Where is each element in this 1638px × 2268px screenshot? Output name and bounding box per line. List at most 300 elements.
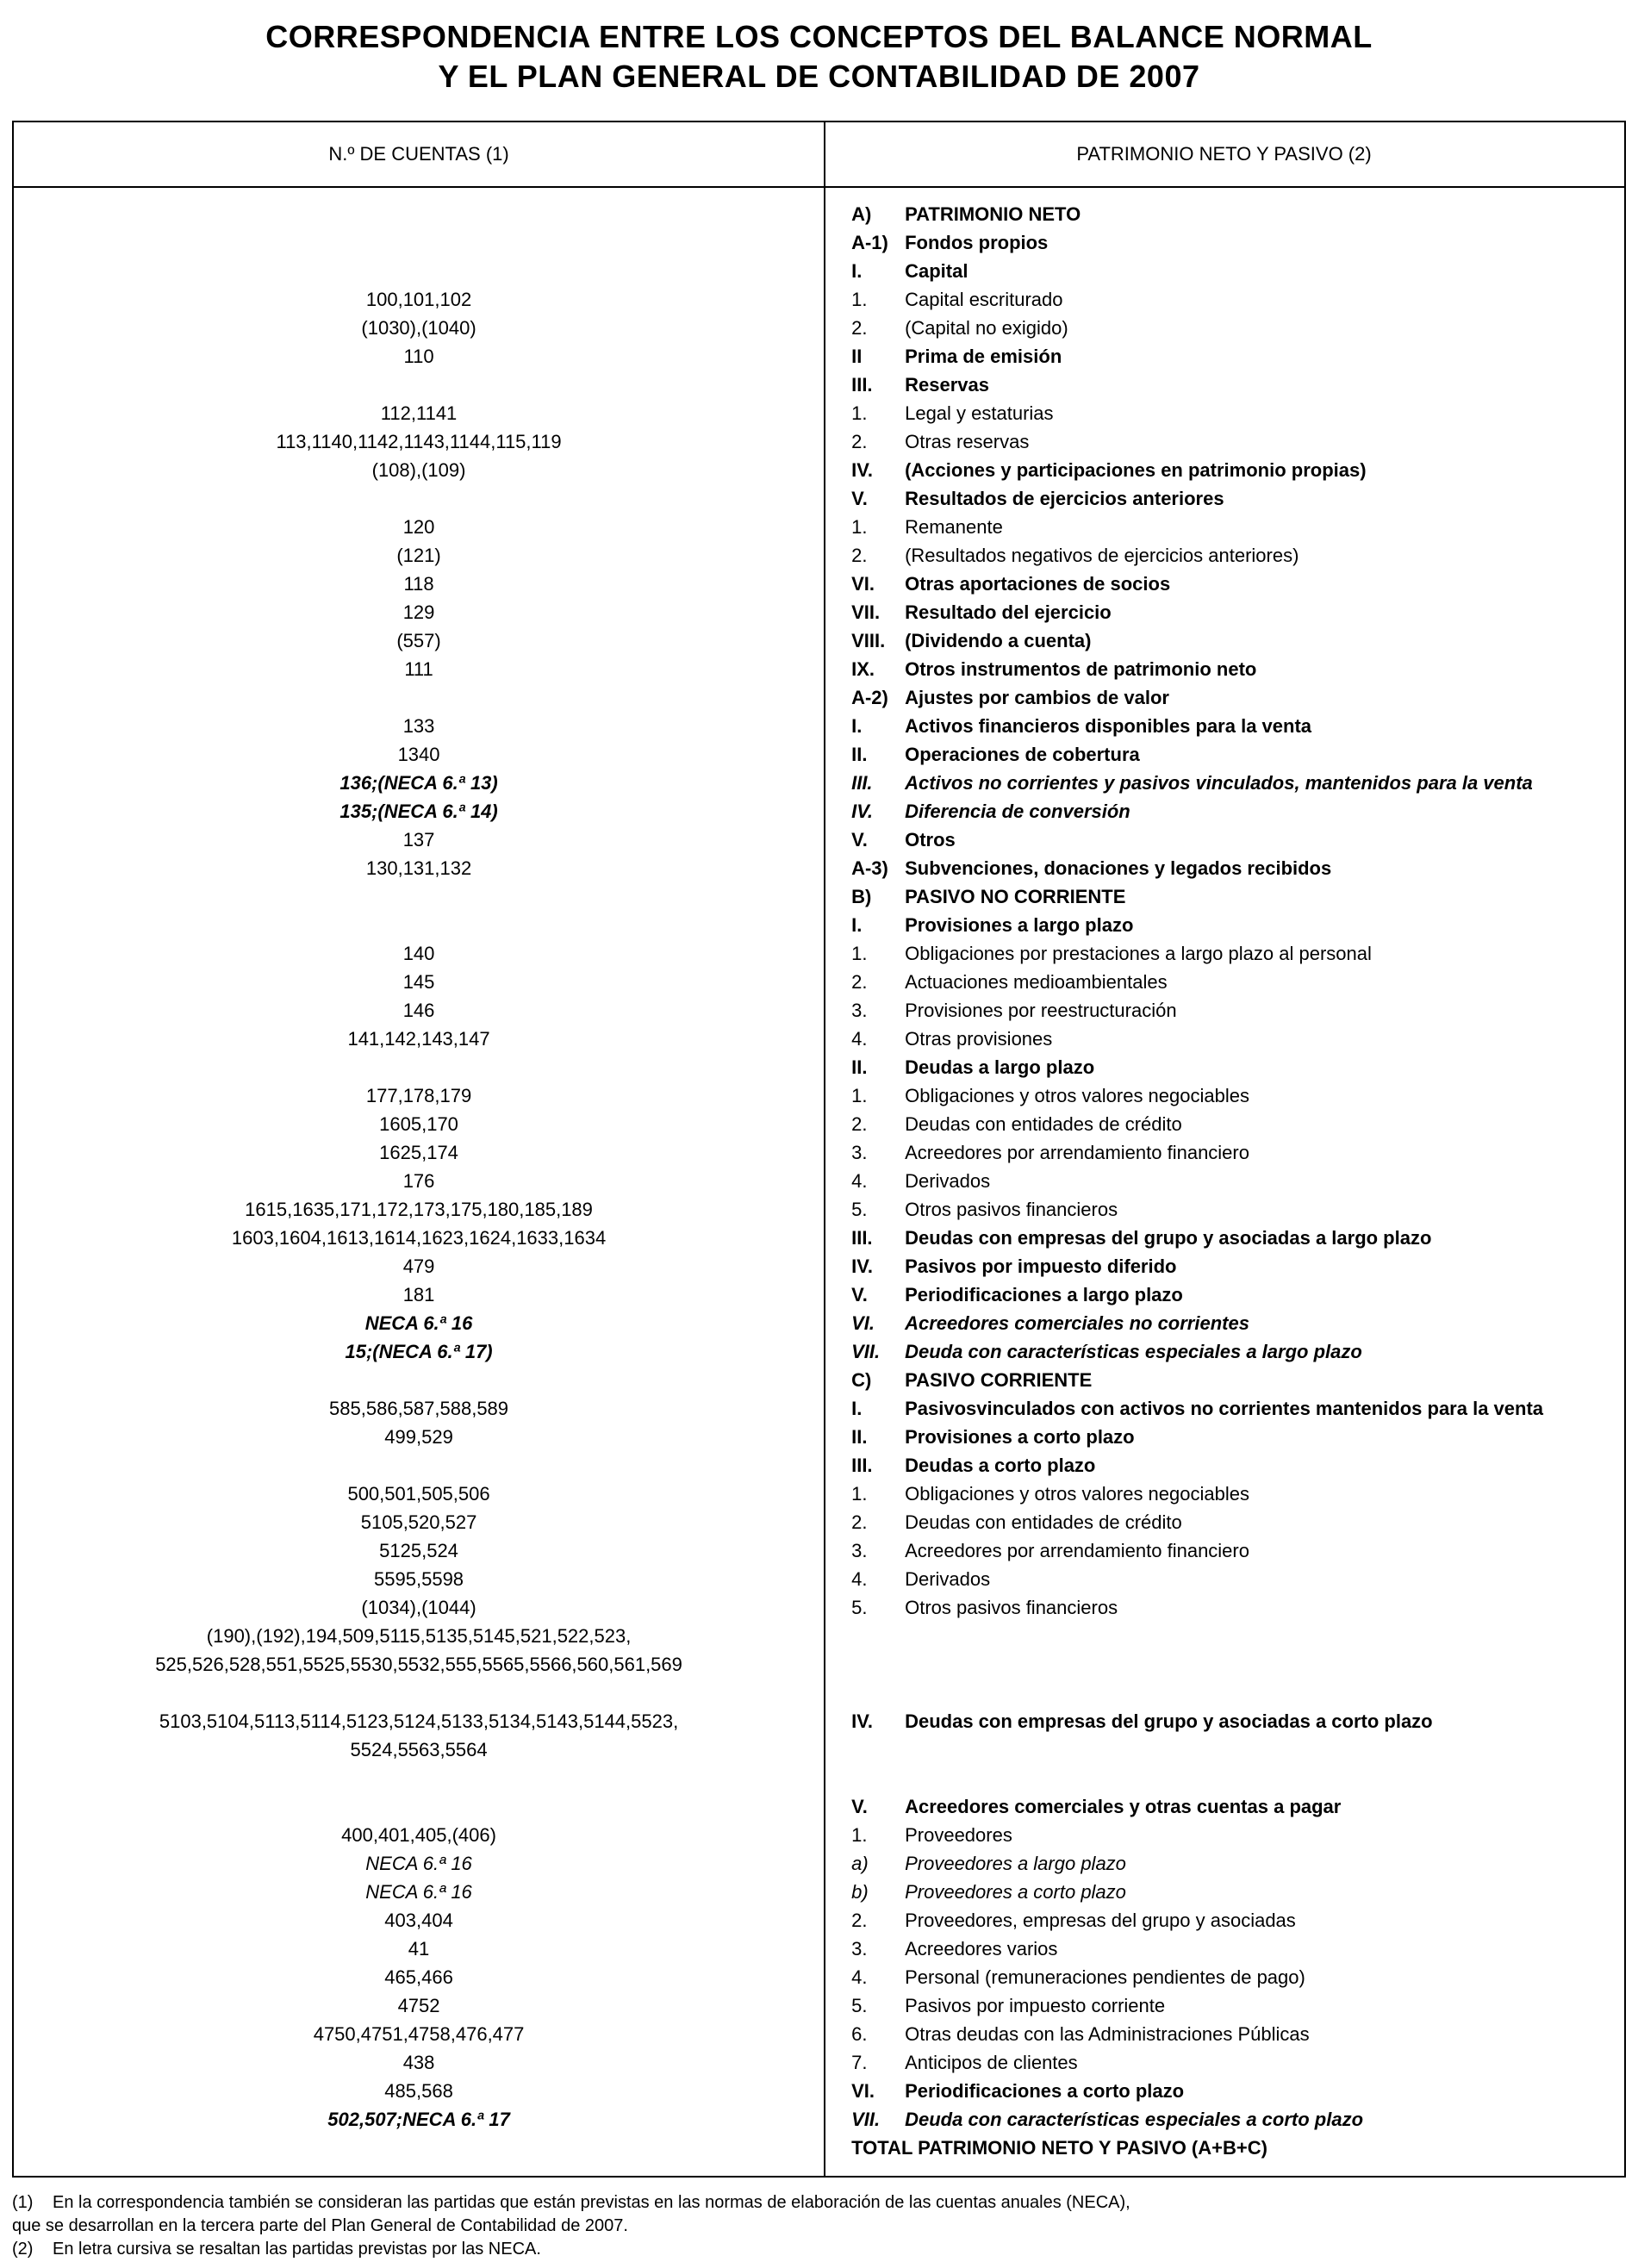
accounts-cell: 500,501,505,506 — [347, 1483, 490, 1505]
item-prefix: 2. — [851, 971, 868, 993]
table-row — [14, 1480, 1624, 1508]
table-row — [14, 1735, 1624, 1764]
accounts-cell: 146 — [402, 1000, 435, 1021]
table-row — [14, 1451, 1624, 1480]
table-row — [14, 1679, 1624, 1707]
table-row — [14, 854, 1624, 882]
item-prefix: IV. — [851, 459, 873, 481]
item-prefix: II. — [851, 1056, 868, 1078]
item-label: (Capital no exigido) — [905, 317, 1068, 339]
table-row — [14, 1935, 1624, 1963]
accounts-cell: 400,401,405,(406) — [341, 1824, 496, 1846]
item-prefix: V. — [851, 829, 868, 850]
item-label: Deuda con características especiales a corto plazo — [905, 2109, 1364, 2130]
item-prefix: I. — [851, 914, 863, 936]
item-cell — [824, 371, 1624, 399]
table-row — [14, 2105, 1624, 2134]
table-row — [14, 1565, 1624, 1593]
table-row — [14, 1423, 1624, 1451]
accounts-cell: 181 — [402, 1284, 435, 1305]
table-row — [14, 968, 1624, 996]
item-cell — [824, 513, 1624, 541]
item-label — [905, 1735, 1624, 1764]
accounts-cell: (190),(192),194,509,5115,5135,5145,521,522,523, — [206, 1625, 632, 1647]
item-cell — [824, 399, 1624, 427]
table-row — [14, 371, 1624, 399]
table-row — [14, 513, 1624, 541]
item-cell — [824, 1081, 1624, 1110]
item-label: Anticipos de clientes — [905, 2052, 1078, 2073]
accounts-cell: NECA 6.ª 16 — [365, 1853, 472, 1874]
item-cell — [824, 769, 1624, 797]
accounts-cell: 112,1141 — [380, 402, 458, 424]
item-label: Pasivos por impuesto corriente — [905, 1995, 1166, 2016]
table-row — [14, 1707, 1624, 1735]
item-label: Deudas con empresas del grupo y asociadas a corto plazo — [905, 1710, 1433, 1732]
accounts-cell: NECA 6.ª 16 — [365, 1881, 472, 1903]
table-row — [14, 1337, 1624, 1366]
item-prefix: 3. — [851, 1938, 868, 1960]
table-row — [14, 1394, 1624, 1423]
item-prefix: III. — [851, 772, 873, 794]
item-label: Otras aportaciones de socios — [905, 573, 1171, 595]
item-prefix: A-2) — [851, 687, 888, 708]
item-prefix: VI. — [851, 1312, 875, 1334]
accounts-cell — [14, 484, 824, 513]
accounts-cell: 141,142,143,147 — [347, 1028, 490, 1050]
item-prefix: a) — [851, 1853, 869, 1874]
item-label: Obligaciones y otros valores negociables — [905, 1085, 1249, 1106]
item-label: Acreedores comerciales y otras cuentas a pagar — [905, 1796, 1342, 1817]
table-row — [14, 1906, 1624, 1935]
item-cell — [824, 1963, 1624, 1991]
item-prefix — [851, 1622, 905, 1650]
item-cell — [824, 2020, 1624, 2048]
item-prefix: VIII. — [851, 630, 886, 651]
accounts-cell — [14, 683, 824, 712]
item-cell — [824, 2048, 1624, 2077]
item-prefix: III. — [851, 374, 873, 396]
item-prefix: VI. — [851, 573, 875, 595]
item-prefix — [851, 1650, 905, 1679]
item-cell — [824, 314, 1624, 342]
accounts-cell: 1605,170 — [379, 1113, 458, 1135]
item-cell — [824, 1849, 1624, 1878]
accounts-cell: 5595,5598 — [374, 1568, 464, 1590]
footnote-text: En letra cursiva se resaltan las partidas previstas por las NECA. — [53, 2240, 541, 2259]
footnote — [12, 2238, 1626, 2261]
item-cell — [824, 939, 1624, 968]
table-row — [14, 2077, 1624, 2105]
item-prefix: 4. — [851, 1568, 868, 1590]
item-label: Obligaciones y otros valores negociables — [905, 1483, 1249, 1505]
accounts-cell — [14, 1764, 824, 1792]
item-label: Activos no corrientes y pasivos vinculados, mantenidos para la venta — [905, 772, 1533, 794]
item-label — [905, 1764, 1624, 1792]
item-cell — [824, 1764, 1624, 1792]
accounts-cell: NECA 6.ª 16 — [364, 1312, 473, 1334]
item-cell — [824, 740, 1624, 769]
item-prefix: B) — [851, 886, 872, 907]
item-label: (Acciones y participaciones en patrimonio propias) — [905, 459, 1367, 481]
item-cell — [824, 1821, 1624, 1849]
table-row — [14, 655, 1624, 683]
table-row — [14, 2134, 1624, 2162]
accounts-cell — [14, 911, 824, 939]
accounts-cell: 499,529 — [384, 1426, 453, 1448]
accounts-cell — [14, 371, 824, 399]
footnote — [12, 2191, 1626, 2215]
item-prefix: V. — [851, 488, 868, 509]
item-prefix: 1. — [851, 289, 868, 310]
item-prefix: 3. — [851, 1540, 868, 1561]
item-prefix: 7. — [851, 2052, 868, 2073]
accounts-cell: (1030),(1040) — [361, 317, 476, 339]
item-prefix — [851, 1764, 905, 1792]
table-row — [14, 456, 1624, 484]
item-cell — [824, 655, 1624, 683]
table-row — [14, 1821, 1624, 1849]
item-cell — [824, 1565, 1624, 1593]
item-prefix: I. — [851, 1398, 863, 1419]
table-row — [14, 2020, 1624, 2048]
item-prefix: VII. — [851, 1341, 881, 1362]
item-cell — [824, 1792, 1624, 1821]
item-prefix: 1. — [851, 1085, 868, 1106]
item-label: Otras deudas con las Administraciones Públicas — [905, 2023, 1310, 2045]
item-prefix: 1. — [851, 1824, 868, 1846]
accounts-cell: 485,568 — [384, 2080, 453, 2102]
item-prefix: 5. — [851, 1199, 868, 1220]
item-cell — [824, 484, 1624, 513]
item-prefix — [851, 1679, 905, 1707]
footnotes — [12, 2191, 1626, 2261]
item-cell — [824, 257, 1624, 285]
accounts-cell — [14, 1366, 824, 1394]
item-cell — [824, 1991, 1624, 2020]
table-row — [14, 1309, 1624, 1337]
item-prefix: IX. — [851, 658, 875, 680]
column-header-accounts: N.º DE CUENTAS (1) — [328, 143, 509, 165]
table-row — [14, 1878, 1624, 1906]
item-cell — [824, 456, 1624, 484]
item-label: Subvenciones, donaciones y legados recibidos — [905, 857, 1332, 879]
table-row — [14, 911, 1624, 939]
item-label: Proveedores, empresas del grupo y asociadas — [905, 1910, 1296, 1931]
item-cell — [824, 1935, 1624, 1963]
item-cell — [824, 342, 1624, 371]
accounts-cell: (121) — [396, 545, 441, 566]
accounts-cell: 5524,5563,5564 — [350, 1739, 488, 1760]
item-label: Proveedores — [905, 1824, 1012, 1846]
table-row — [14, 228, 1624, 257]
accounts-cell: 5125,524 — [379, 1540, 458, 1561]
accounts-cell: 140 — [402, 943, 435, 964]
table-row — [14, 257, 1624, 285]
table-row — [14, 598, 1624, 626]
table-row — [14, 882, 1624, 911]
accounts-cell: 130,131,132 — [365, 857, 472, 879]
table-row — [14, 1508, 1624, 1536]
item-prefix: 5. — [851, 1995, 868, 2016]
table-row — [14, 939, 1624, 968]
item-prefix: A-3) — [851, 857, 888, 879]
item-cell — [824, 1309, 1624, 1337]
table-row — [14, 1849, 1624, 1878]
item-label: Pasivos por impuesto diferido — [905, 1256, 1177, 1277]
item-label: (Resultados negativos de ejercicios anteriores) — [905, 545, 1299, 566]
accounts-cell: 100,101,102 — [365, 289, 472, 310]
item-label: Otros — [905, 829, 956, 850]
table-row — [14, 1110, 1624, 1138]
item-label: (Dividendo a cuenta) — [905, 630, 1092, 651]
table-row — [14, 1991, 1624, 2020]
accounts-cell: 136;(NECA 6.ª 13) — [339, 772, 498, 794]
accounts-cell — [14, 1451, 824, 1480]
footnote-text: En la correspondencia también se consideran las partidas que están previstas en las normas de elaboración de las cuentas anuales (NECA), — [53, 2193, 1130, 2212]
item-prefix: V. — [851, 1284, 868, 1305]
table-row — [14, 626, 1624, 655]
item-prefix: VII. — [851, 601, 881, 623]
footnote-marker: (1) — [12, 2193, 34, 2212]
page-title-line2: Y EL PLAN GENERAL DE CONTABILIDAD DE 2007 — [438, 59, 1200, 94]
item-label: Legal y estaturias — [905, 402, 1054, 424]
item-prefix: 2. — [851, 1113, 868, 1135]
accounts-cell: 176 — [402, 1170, 435, 1192]
item-prefix: 2. — [851, 1910, 868, 1931]
item-prefix: IV. — [851, 1256, 873, 1277]
accounts-cell: 113,1140,1142,1143,1144,115,119 — [276, 431, 562, 452]
table-row — [14, 314, 1624, 342]
item-prefix: III. — [851, 1455, 873, 1476]
item-label: Periodificaciones a largo plazo — [905, 1284, 1183, 1305]
table-row — [14, 1792, 1624, 1821]
table-row — [14, 826, 1624, 854]
item-prefix: 1. — [851, 943, 868, 964]
item-cell — [824, 882, 1624, 911]
item-cell — [824, 228, 1624, 257]
accounts-cell: 5105,520,527 — [360, 1511, 477, 1533]
accounts-cell: 403,404 — [384, 1910, 453, 1931]
accounts-cell: 438 — [402, 2052, 435, 2073]
accounts-cell: 120 — [402, 516, 435, 538]
item-prefix: VI. — [851, 2080, 875, 2102]
item-label: Proveedores a corto plazo — [905, 1881, 1126, 1903]
table-row — [14, 1366, 1624, 1394]
table-row — [14, 1764, 1624, 1792]
item-label: Ajustes por cambios de valor — [905, 687, 1169, 708]
column-header-patrimonio: PATRIMONIO NETO Y PASIVO (2) — [1076, 143, 1372, 165]
table-row — [14, 712, 1624, 740]
table-row — [14, 1963, 1624, 1991]
item-cell — [824, 1252, 1624, 1280]
item-cell — [824, 626, 1624, 655]
accounts-cell — [14, 1679, 824, 1707]
accounts-cell: 118 — [403, 573, 434, 595]
item-prefix: 4. — [851, 1170, 868, 1192]
accounts-cell — [14, 2134, 824, 2162]
accounts-cell: 145 — [402, 971, 435, 993]
item-cell — [824, 541, 1624, 570]
item-cell — [824, 427, 1624, 456]
table-row — [14, 570, 1624, 598]
item-prefix: b) — [851, 1881, 869, 1903]
item-cell — [824, 996, 1624, 1025]
table-row — [14, 285, 1624, 314]
table-row — [14, 683, 1624, 712]
item-prefix: III. — [851, 1227, 873, 1249]
item-prefix: 2. — [851, 317, 868, 339]
item-cell — [824, 1679, 1624, 1707]
footnote-marker: (2) — [12, 2240, 34, 2259]
accounts-cell — [14, 257, 824, 285]
item-cell — [824, 1280, 1624, 1309]
item-label: Capital escriturado — [905, 289, 1063, 310]
accounts-cell: 1625,174 — [379, 1142, 458, 1163]
item-prefix: 2. — [851, 1511, 868, 1533]
item-label: Deudas con empresas del grupo y asociadas a largo plazo — [905, 1227, 1432, 1249]
item-prefix: 2. — [851, 545, 868, 566]
item-label: Acreedores comerciales no corrientes — [905, 1312, 1249, 1334]
accounts-cell — [14, 200, 824, 228]
page-title — [0, 0, 1638, 97]
item-cell — [824, 1195, 1624, 1224]
item-label: Deuda con características especiales a largo plazo — [905, 1341, 1362, 1362]
item-prefix: II — [851, 346, 863, 367]
item-label: Pasivosvinculados con activos no corrientes mantenidos para la venta — [905, 1398, 1544, 1419]
item-label: Otras provisiones — [905, 1028, 1053, 1050]
item-label: Acreedores varios — [905, 1938, 1058, 1960]
item-cell — [824, 1025, 1624, 1053]
item-label: Otros instrumentos de patrimonio neto — [905, 658, 1257, 680]
item-cell — [824, 683, 1624, 712]
accounts-cell — [14, 228, 824, 257]
item-prefix: V. — [851, 1796, 868, 1817]
item-prefix: A) — [851, 203, 872, 225]
item-label: Otros pasivos financieros — [905, 1199, 1118, 1220]
item-label: Acreedores por arrendamiento financiero — [905, 1142, 1249, 1163]
item-label: Resultados de ejercicios anteriores — [905, 488, 1224, 509]
accounts-cell: 41 — [408, 1938, 430, 1960]
item-cell — [824, 797, 1624, 826]
table-row — [14, 1138, 1624, 1167]
item-label: Fondos propios — [905, 232, 1049, 253]
item-prefix: VII. — [851, 2109, 881, 2130]
item-cell — [824, 1480, 1624, 1508]
item-cell — [824, 1423, 1624, 1451]
item-prefix — [851, 1735, 905, 1764]
item-cell — [824, 854, 1624, 882]
item-prefix: II. — [851, 1426, 868, 1448]
item-cell — [824, 1451, 1624, 1480]
item-label: Provisiones a corto plazo — [905, 1426, 1135, 1448]
item-prefix: I. — [851, 715, 863, 737]
item-label: Periodificaciones a corto plazo — [905, 2080, 1185, 2102]
accounts-cell — [14, 882, 824, 911]
item-cell — [824, 1167, 1624, 1195]
item-label: Resultado del ejercicio — [905, 601, 1112, 623]
item-cell — [824, 598, 1624, 626]
item-cell — [824, 1593, 1624, 1622]
item-cell — [824, 1138, 1624, 1167]
item-label: Remanente — [905, 516, 1003, 538]
table-row — [14, 2048, 1624, 2077]
accounts-cell: 5103,5104,5113,5114,5123,5124,5133,5134,5143,5144,5523, — [159, 1710, 679, 1732]
item-cell — [824, 1110, 1624, 1138]
item-cell — [824, 1735, 1624, 1764]
item-label: PATRIMONIO NETO — [905, 203, 1081, 225]
column-divider — [824, 122, 825, 2176]
item-cell — [824, 200, 1624, 228]
item-label: Operaciones de cobertura — [905, 744, 1140, 765]
item-cell — [824, 1878, 1624, 1906]
item-prefix: II. — [851, 744, 868, 765]
accounts-cell: 135;(NECA 6.ª 14) — [339, 801, 498, 822]
item-label: Reservas — [905, 374, 989, 396]
item-label: Actuaciones medioambientales — [905, 971, 1168, 993]
item-label: Derivados — [905, 1568, 991, 1590]
item-cell — [824, 1622, 1624, 1650]
item-cell — [824, 1707, 1624, 1735]
table-row — [14, 1224, 1624, 1252]
item-prefix: 3. — [851, 1142, 868, 1163]
accounts-cell: 177,178,179 — [365, 1085, 472, 1106]
item-label: Deudas con entidades de crédito — [905, 1511, 1182, 1533]
item-label: Activos financieros disponibles para la venta — [905, 715, 1312, 737]
table-row — [14, 427, 1624, 456]
item-label — [905, 1650, 1624, 1679]
table-row — [14, 1280, 1624, 1309]
table-row — [14, 484, 1624, 513]
accounts-cell: (1034),(1044) — [361, 1597, 476, 1618]
item-label: Obligaciones por prestaciones a largo plazo al personal — [905, 943, 1372, 964]
accounts-cell: 1340 — [397, 744, 440, 765]
table-row — [14, 1053, 1624, 1081]
table-row — [14, 342, 1624, 371]
table-row — [14, 1650, 1624, 1679]
accounts-cell: 4752 — [397, 1995, 440, 2016]
item-cell — [824, 1394, 1624, 1423]
item-cell — [824, 1224, 1624, 1252]
item-label: TOTAL PATRIMONIO NETO Y PASIVO (A+B+C) — [851, 2137, 1267, 2159]
item-prefix: IV. — [851, 801, 873, 822]
item-label: Personal (remuneraciones pendientes de pago) — [905, 1966, 1305, 1988]
item-prefix: 5. — [851, 1597, 868, 1618]
item-prefix: 2. — [851, 431, 868, 452]
accounts-cell: 502,507;NECA 6.ª 17 — [327, 2109, 510, 2130]
item-prefix: C) — [851, 1369, 872, 1391]
accounts-cell: 4750,4751,4758,476,477 — [313, 2023, 525, 2045]
item-label: Capital — [905, 260, 968, 282]
item-label: Prima de emisión — [905, 346, 1062, 367]
page-title-line1: CORRESPONDENCIA ENTRE LOS CONCEPTOS DEL BALANCE NORMAL — [265, 19, 1373, 54]
item-prefix: IV. — [851, 1710, 873, 1732]
item-prefix: 4. — [851, 1028, 868, 1050]
item-cell — [824, 2077, 1624, 2105]
accounts-cell: 479 — [402, 1256, 435, 1277]
table-row — [14, 1081, 1624, 1110]
accounts-cell: 1615,1635,171,172,173,175,180,185,189 — [245, 1199, 593, 1220]
item-cell — [824, 285, 1624, 314]
accounts-cell — [14, 1792, 824, 1821]
item-label: Deudas con entidades de crédito — [905, 1113, 1182, 1135]
accounts-cell: 111 — [404, 658, 433, 680]
item-label: Deudas a corto plazo — [905, 1455, 1096, 1476]
item-cell — [824, 968, 1624, 996]
item-cell — [824, 1906, 1624, 1935]
item-cell — [824, 1366, 1624, 1394]
item-prefix: 1. — [851, 1483, 868, 1505]
